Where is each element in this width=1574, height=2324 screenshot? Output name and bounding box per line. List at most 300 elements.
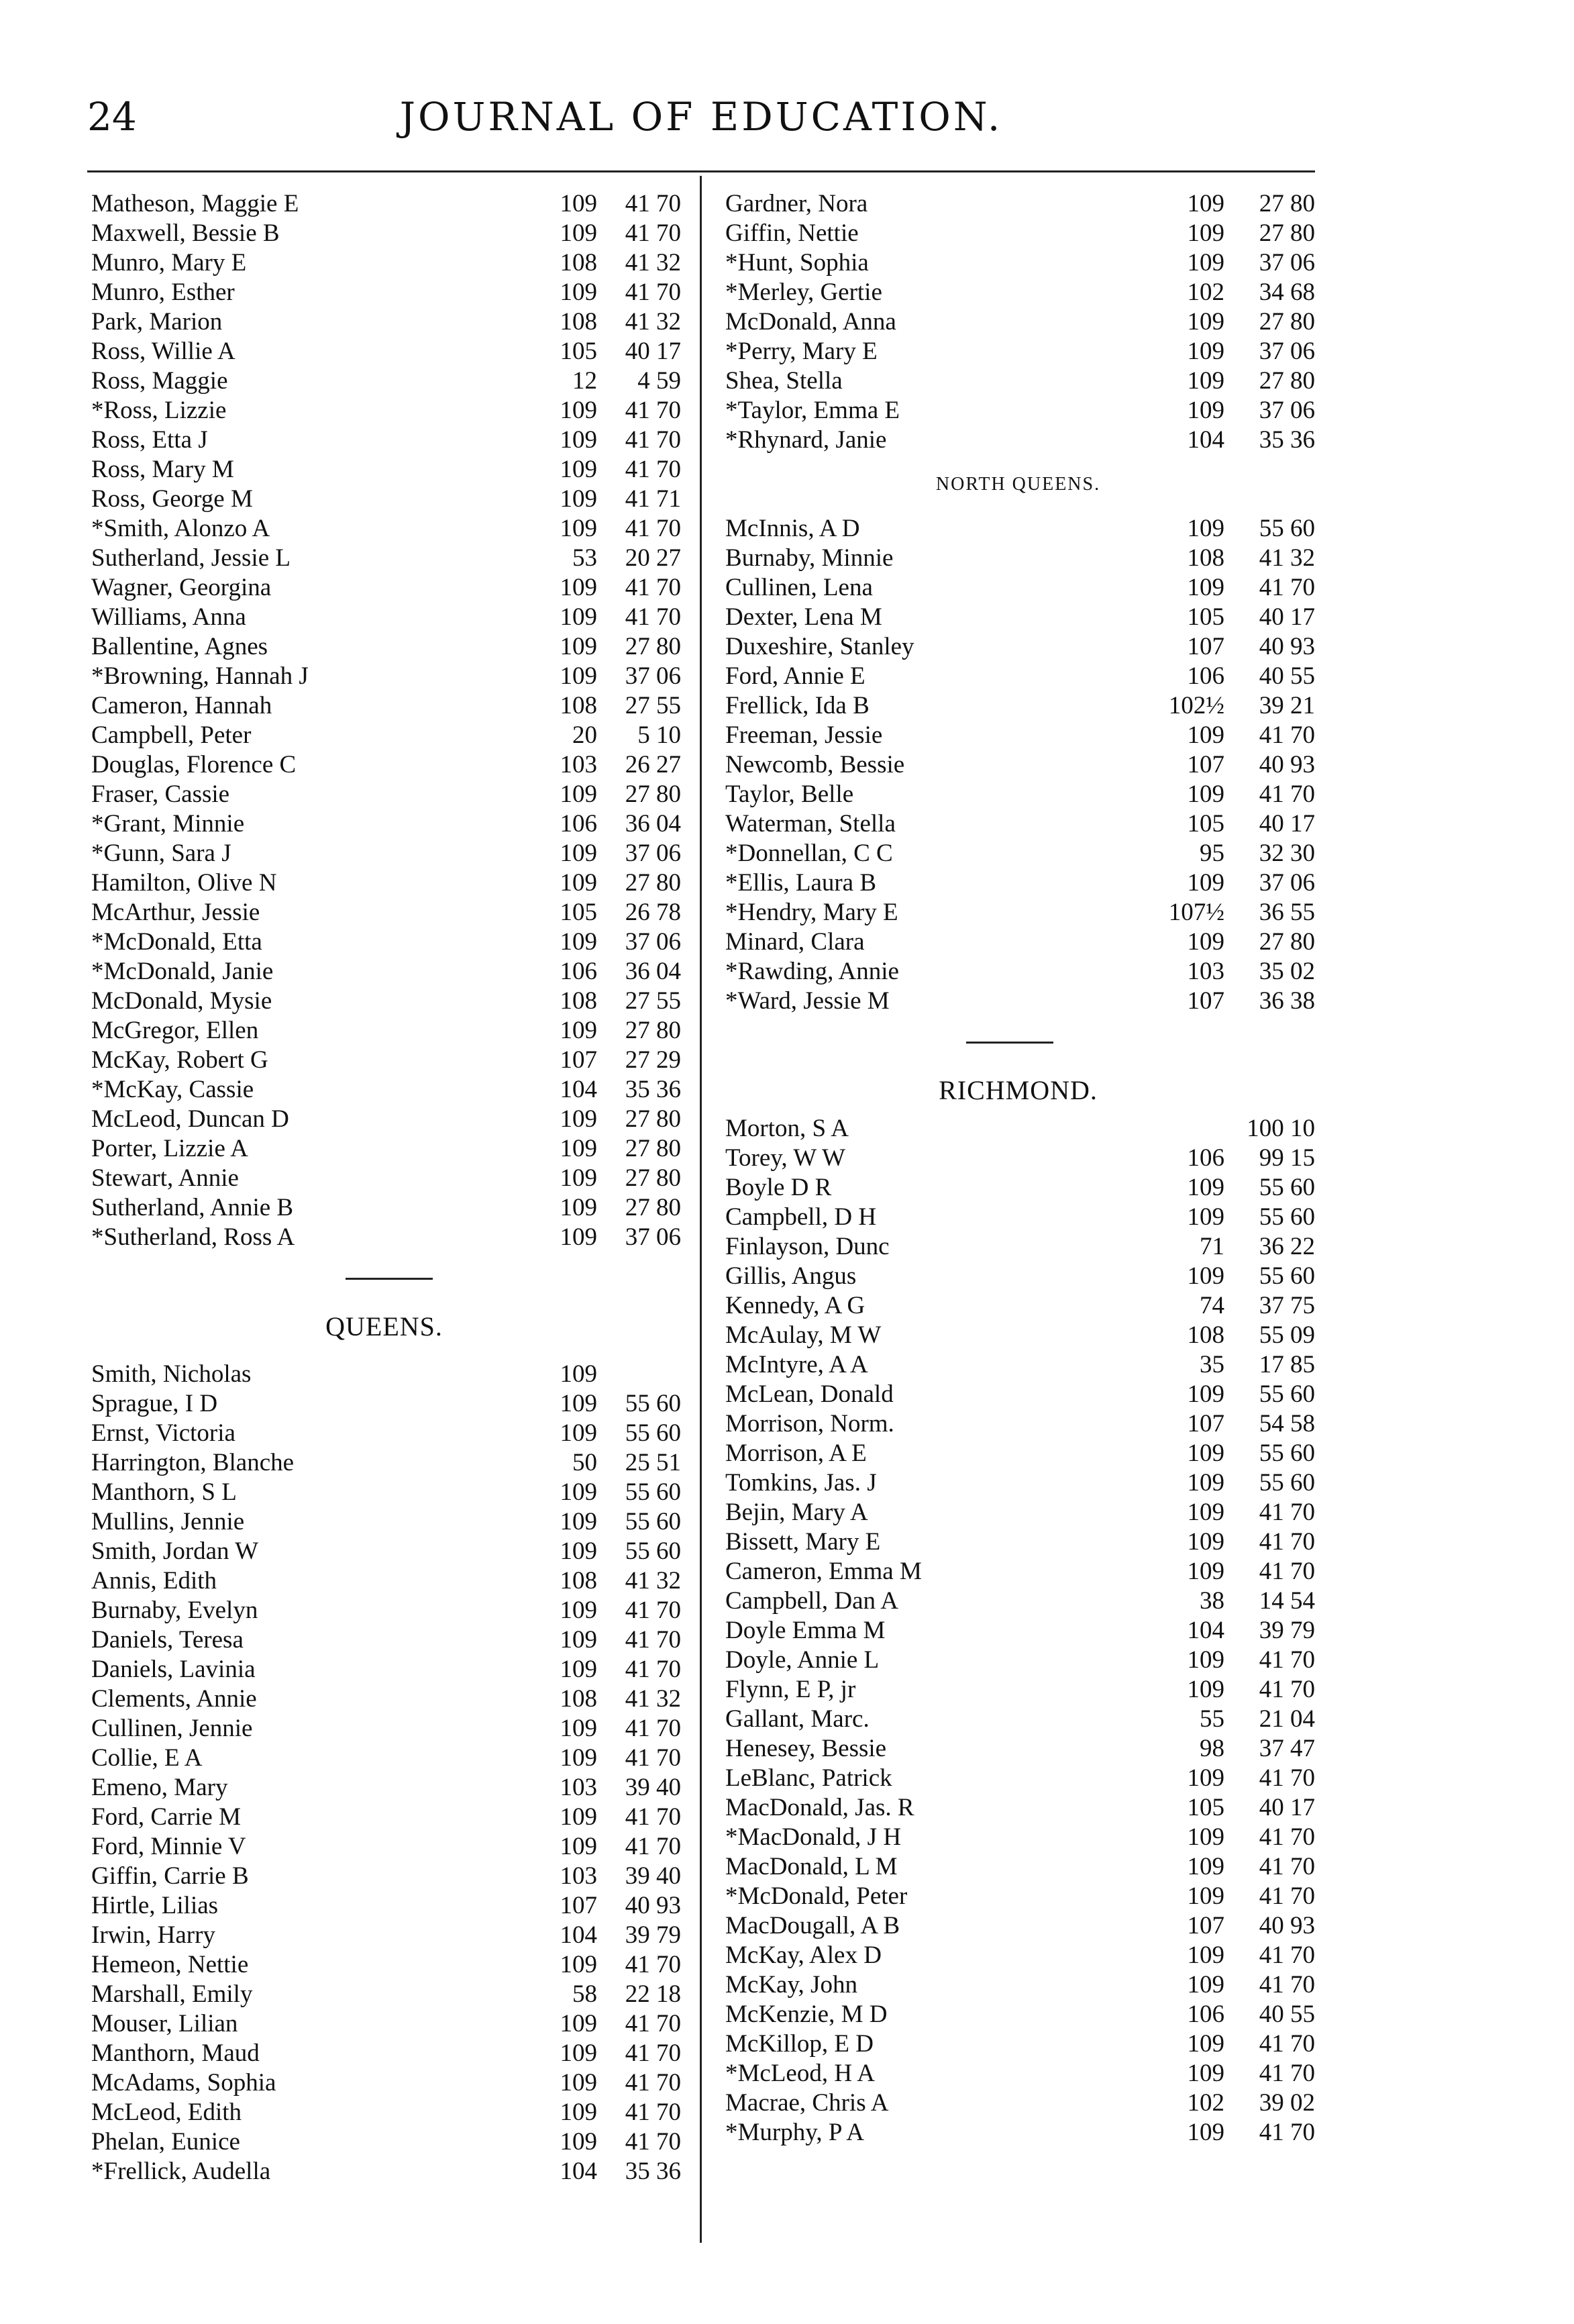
table-row (721, 189, 1315, 219)
grant-amount: 41 70 (625, 2099, 681, 2126)
grant-amount: 41 71 (625, 485, 681, 513)
table-row (721, 1764, 1315, 1793)
grant-amount: 41 70 (625, 397, 681, 424)
days-taught: 109 (560, 279, 597, 306)
table-row (721, 1173, 1315, 1203)
grant-amount: 27 80 (625, 1164, 681, 1192)
table-row (87, 425, 681, 455)
days-taught: 109 (560, 574, 597, 601)
days-taught: 109 (560, 1744, 597, 1772)
teacher-name: Burnaby, Minnie (725, 544, 894, 572)
days-taught: 103 (560, 751, 597, 778)
table-row (721, 366, 1315, 396)
grant-amount: 40 93 (1259, 1912, 1315, 1939)
grant-amount: 41 70 (1259, 1941, 1315, 1969)
grant-amount: 55 60 (625, 1478, 681, 1506)
teacher-name: Smith, Jordan W (91, 1537, 259, 1565)
days-taught: 106 (1187, 2001, 1224, 2028)
teacher-name: Giffin, Carrie B (91, 1862, 249, 1890)
table-row (721, 603, 1315, 632)
grant-amount: 41 70 (625, 574, 681, 601)
teacher-name: *McLeod, H A (725, 2060, 875, 2087)
table-row (87, 1016, 681, 1046)
table-row (721, 1498, 1315, 1527)
table-row (87, 750, 681, 780)
grant-amount: 21 04 (1259, 1705, 1315, 1733)
grant-amount: 41 70 (625, 2039, 681, 2067)
table-row (87, 573, 681, 603)
table-row (87, 1891, 681, 1921)
table-row (721, 1970, 1315, 2000)
table-row (87, 485, 681, 514)
days-taught: 71 (1200, 1233, 1224, 1260)
teacher-name: *Frellick, Audella (91, 2158, 271, 2185)
teacher-name: *Merley, Gertie (725, 279, 882, 306)
table-row (721, 1232, 1315, 1262)
teacher-name: McGregor, Ellen (91, 1017, 259, 1044)
grant-amount: 37 06 (1259, 249, 1315, 276)
days-taught: 109 (560, 840, 597, 867)
teacher-name: Williams, Anna (91, 603, 246, 631)
days-taught: 109 (560, 780, 597, 808)
teacher-name: Mouser, Lilian (91, 2010, 238, 2037)
days-taught: 109 (560, 928, 597, 956)
section-divider (87, 1252, 681, 1303)
table-row (721, 1675, 1315, 1705)
teacher-name: Ballentine, Agnes (91, 633, 268, 660)
grant-amount: 26 27 (625, 751, 681, 778)
grant-amount: 41 70 (625, 2128, 681, 2156)
grant-amount: 41 70 (1259, 780, 1315, 808)
days-taught: 109 (1187, 249, 1224, 276)
grant-amount: 27 80 (625, 1017, 681, 1044)
days-taught: 109 (560, 2039, 597, 2067)
days-taught: 109 (560, 1419, 597, 1447)
teacher-name: Porter, Lizzie A (91, 1135, 248, 1162)
table-row (87, 603, 681, 632)
teacher-name: Gardner, Nora (725, 190, 868, 217)
teacher-name: Tomkins, Jas. J (725, 1469, 877, 1497)
grant-amount: 41 70 (1259, 721, 1315, 749)
teacher-name: McArthur, Jessie (91, 899, 260, 926)
teacher-name: Ford, Carrie M (91, 1803, 241, 1831)
teacher-name: *Ward, Jessie M (725, 987, 890, 1015)
table-row (721, 750, 1315, 780)
table-row (87, 455, 681, 485)
grant-amount: 27 80 (625, 780, 681, 808)
table-row (721, 721, 1315, 750)
days-taught: 109 (560, 2069, 597, 2096)
table-row (87, 1921, 681, 1950)
grant-amount: 27 29 (625, 1046, 681, 1074)
teacher-name: *Ross, Lizzie (91, 397, 227, 424)
grant-amount: 27 80 (1259, 219, 1315, 247)
grant-amount: 55 60 (1259, 1174, 1315, 1201)
table-row (87, 1980, 681, 2009)
grant-amount: 37 06 (625, 928, 681, 956)
teacher-name: Sprague, I D (91, 1390, 218, 1417)
teacher-name: McLean, Donald (725, 1380, 894, 1408)
grant-amount: 25 51 (625, 1449, 681, 1476)
teacher-name: *Smith, Alonzo A (91, 515, 270, 542)
teacher-name: McLeod, Duncan D (91, 1105, 289, 1133)
grant-amount: 41 70 (1259, 2030, 1315, 2058)
days-taught: 109 (560, 2128, 597, 2156)
days-taught: 108 (560, 987, 597, 1015)
teacher-name: Waterman, Stella (725, 810, 896, 838)
teacher-name: LeBlanc, Patrick (725, 1764, 892, 1792)
days-taught: 104 (1187, 1617, 1224, 1644)
grant-amount: 99 15 (1259, 1144, 1315, 1172)
teacher-name: McAdams, Sophia (91, 2069, 276, 2096)
days-taught: 109 (1187, 1499, 1224, 1526)
grant-amount: 41 32 (625, 249, 681, 276)
days-taught: 107½ (1168, 899, 1224, 926)
table-row (87, 780, 681, 809)
grant-amount: 39 79 (625, 1921, 681, 1949)
days-taught: 50 (572, 1449, 597, 1476)
grant-amount: 55 60 (1259, 515, 1315, 542)
teacher-name: Campbell, Peter (91, 721, 252, 749)
days-taught: 109 (560, 1194, 597, 1221)
days-taught: 109 (1187, 397, 1224, 424)
table-row (87, 927, 681, 957)
table-row (721, 337, 1315, 366)
teacher-name: Ross, Willie A (91, 338, 235, 365)
teacher-name: Annis, Edith (91, 1567, 217, 1595)
teacher-name: Cameron, Emma M (725, 1558, 922, 1585)
table-row (87, 987, 681, 1016)
grant-amount: 41 70 (625, 603, 681, 631)
teacher-name: *McKay, Cassie (91, 1076, 254, 1103)
days-taught: 109 (560, 1508, 597, 1535)
teacher-name: Ford, Annie E (725, 662, 865, 690)
days-taught: 109 (1187, 1646, 1224, 1674)
table-row (721, 1203, 1315, 1232)
grant-amount: 40 93 (1259, 751, 1315, 778)
grant-amount: 41 70 (1259, 574, 1315, 601)
table-row (721, 1527, 1315, 1557)
days-taught: 109 (1187, 190, 1224, 217)
table-row (721, 1734, 1315, 1764)
days-taught: 109 (1187, 219, 1224, 247)
table-row (721, 1291, 1315, 1321)
teacher-name: Gallant, Marc. (725, 1705, 870, 1733)
grant-amount: 55 60 (1259, 1469, 1315, 1497)
table-row (87, 1105, 681, 1134)
table-row (721, 2029, 1315, 2059)
teacher-name: Sutherland, Annie B (91, 1194, 294, 1221)
table-row (721, 839, 1315, 868)
teacher-name: Daniels, Teresa (91, 1626, 244, 1654)
teacher-name: McKay, John (725, 1971, 857, 1999)
teacher-name: Kennedy, A G (725, 1292, 865, 1319)
days-taught: 109 (1187, 1174, 1224, 1201)
teacher-name: Newcomb, Bessie (725, 751, 905, 778)
teacher-name: *McDonald, Janie (91, 958, 274, 985)
teacher-name: *Perry, Mary E (725, 338, 878, 365)
days-taught: 95 (1200, 840, 1224, 867)
teacher-name: Matheson, Maggie E (91, 190, 299, 217)
table-row (721, 691, 1315, 721)
grant-amount: 41 70 (1259, 1853, 1315, 1880)
days-taught: 109 (560, 869, 597, 897)
days-taught: 74 (1200, 1292, 1224, 1319)
table-row (721, 1823, 1315, 1852)
table-row (721, 2118, 1315, 2148)
table-row (721, 514, 1315, 544)
grant-amount: 36 04 (625, 958, 681, 985)
grant-amount: 41 70 (625, 1656, 681, 1683)
days-taught: 109 (560, 1597, 597, 1624)
teacher-name: MacDougall, A B (725, 1912, 900, 1939)
table-row (721, 1321, 1315, 1350)
teacher-name: Minard, Clara (725, 928, 865, 956)
table-row (721, 1705, 1315, 1734)
days-taught: 109 (560, 456, 597, 483)
teacher-name: Henesey, Bessie (725, 1735, 887, 1762)
teacher-name: McInnis, A D (725, 515, 860, 542)
table-row (721, 2088, 1315, 2118)
table-row (87, 1566, 681, 1596)
grant-amount: 37 06 (625, 1223, 681, 1251)
grant-amount: 5 10 (637, 721, 681, 749)
grant-amount: 40 17 (1259, 603, 1315, 631)
days-taught: 109 (560, 515, 597, 542)
table-row (87, 1046, 681, 1075)
table-row (87, 1773, 681, 1803)
grant-amount: 40 55 (1259, 662, 1315, 690)
table-row (87, 1714, 681, 1744)
table-row (87, 337, 681, 366)
teacher-name: McKay, Robert G (91, 1046, 268, 1074)
table-row (87, 1537, 681, 1566)
teacher-name: Shea, Stella (725, 367, 843, 395)
days-taught: 108 (560, 249, 597, 276)
table-row (87, 662, 681, 691)
table-row (721, 1409, 1315, 1439)
teacher-name: Munro, Esther (91, 279, 235, 306)
teacher-name: *Sutherland, Ross A (91, 1223, 295, 1251)
table-row (721, 425, 1315, 455)
table-row (87, 1684, 681, 1714)
teacher-name: Emeno, Mary (91, 1774, 228, 1801)
grant-amount: 36 22 (1259, 1233, 1315, 1260)
teacher-name: Fraser, Cassie (91, 780, 230, 808)
table-row (87, 1478, 681, 1507)
grant-amount: 39 21 (1259, 692, 1315, 719)
teacher-name: Manthorn, S L (91, 1478, 237, 1506)
days-taught: 105 (1187, 1794, 1224, 1821)
days-taught: 104 (560, 2158, 597, 2185)
days-taught: 107 (1187, 1410, 1224, 1437)
teacher-name: Finlayson, Dunc (725, 1233, 890, 1260)
grant-amount: 41 70 (625, 1744, 681, 1772)
table-row (721, 396, 1315, 425)
grant-amount: 55 60 (625, 1419, 681, 1447)
grant-amount: 41 70 (625, 456, 681, 483)
days-taught: 104 (560, 1921, 597, 1949)
grant-amount: 34 68 (1259, 279, 1315, 306)
teacher-name: Ross, Maggie (91, 367, 228, 395)
days-taught: 109 (560, 1135, 597, 1162)
table-row (87, 396, 681, 425)
table-row (721, 1350, 1315, 1380)
table-row (87, 2127, 681, 2157)
days-taught: 109 (1187, 1853, 1224, 1880)
grant-amount: 37 06 (625, 840, 681, 867)
table-row (721, 248, 1315, 278)
days-taught: 109 (560, 1715, 597, 1742)
days-taught: 109 (1187, 721, 1224, 749)
teacher-name: Morrison, Norm. (725, 1410, 894, 1437)
table-row (721, 898, 1315, 927)
grant-amount: 40 17 (625, 338, 681, 365)
grant-amount: 54 58 (1259, 1410, 1315, 1437)
table-row (87, 219, 681, 248)
table-row (721, 2059, 1315, 2088)
table-row (87, 1803, 681, 1832)
grant-amount: 37 06 (1259, 869, 1315, 897)
days-taught: 104 (1187, 426, 1224, 454)
days-taught: 109 (1187, 1558, 1224, 1585)
table-row (721, 278, 1315, 307)
grant-amount: 41 70 (625, 279, 681, 306)
days-taught: 105 (1187, 603, 1224, 631)
grant-amount: 27 80 (625, 633, 681, 660)
page-number: 24 (87, 94, 137, 140)
grant-amount: 39 79 (1259, 1617, 1315, 1644)
days-taught: 102 (1187, 2089, 1224, 2117)
teacher-name: *Gunn, Sara J (91, 840, 231, 867)
days-taught: 109 (560, 1223, 597, 1251)
days-taught: 108 (560, 308, 597, 336)
grant-amount: 41 32 (625, 1567, 681, 1595)
teacher-name: McIntyre, A A (725, 1351, 868, 1378)
grant-amount: 32 30 (1259, 840, 1315, 867)
grant-amount: 41 70 (1259, 1764, 1315, 1792)
grant-amount: 37 06 (1259, 338, 1315, 365)
days-taught: 109 (560, 1833, 597, 1860)
table-row (721, 1380, 1315, 1409)
section-heading-richmond: RICHMOND. (939, 1075, 1098, 1105)
grant-amount: 55 09 (1259, 1321, 1315, 1349)
days-taught: 106 (560, 810, 597, 838)
days-taught: 12 (572, 367, 597, 395)
days-taught: 105 (560, 899, 597, 926)
teacher-name: Burnaby, Evelyn (91, 1597, 258, 1624)
table-row (87, 1193, 681, 1223)
days-taught: 109 (1187, 1941, 1224, 1969)
teacher-name: McKay, Alex D (725, 1941, 882, 1969)
grant-amount: 41 70 (625, 426, 681, 454)
grant-amount: 14 54 (1259, 1587, 1315, 1615)
teacher-name: Harrington, Blanche (91, 1449, 295, 1476)
table-row (87, 2068, 681, 2098)
grant-amount: 27 55 (625, 987, 681, 1015)
table-row (721, 1262, 1315, 1291)
teacher-name: Ernst, Victoria (91, 1419, 235, 1447)
teacher-name: Manthorn, Maud (91, 2039, 260, 2067)
teacher-name: Phelan, Eunice (91, 2128, 240, 2156)
table-row (721, 662, 1315, 691)
table-row (87, 2009, 681, 2039)
table-row (721, 307, 1315, 337)
table-row (87, 307, 681, 337)
days-taught: 109 (1187, 1528, 1224, 1556)
grant-amount: 41 70 (625, 515, 681, 542)
grant-amount: 27 80 (625, 1135, 681, 1162)
table-row (87, 1389, 681, 1419)
days-taught: 109 (560, 1105, 597, 1133)
days-taught: 109 (560, 1656, 597, 1683)
grant-amount: 35 36 (625, 1076, 681, 1103)
table-row (87, 957, 681, 987)
days-taught: 108 (560, 1685, 597, 1713)
table-row (721, 219, 1315, 248)
days-taught: 106 (1187, 662, 1224, 690)
days-taught: 58 (572, 1980, 597, 2008)
teacher-name: Torey, W W (725, 1144, 845, 1172)
days-taught: 53 (572, 544, 597, 572)
table-row (721, 1616, 1315, 1646)
days-taught: 109 (560, 2099, 597, 2126)
north-queens-list (721, 514, 1315, 1016)
table-row (721, 1852, 1315, 1882)
grant-amount: 41 70 (1259, 2060, 1315, 2087)
right-column (721, 189, 1315, 2148)
teacher-name: Daniels, Lavinia (91, 1656, 256, 1683)
grant-amount: 22 18 (625, 1980, 681, 2008)
grant-amount: 55 60 (625, 1508, 681, 1535)
days-taught: 108 (1187, 544, 1224, 572)
days-taught: 109 (1187, 1882, 1224, 1910)
grant-amount: 41 70 (625, 1803, 681, 1831)
grant-amount: 55 60 (1259, 1439, 1315, 1467)
teacher-name: Freeman, Jessie (725, 721, 883, 749)
days-taught: 105 (1187, 810, 1224, 838)
grant-amount: 27 80 (1259, 928, 1315, 956)
teacher-name: Hirtle, Lilias (91, 1892, 219, 1919)
teacher-name: Wagner, Georgina (91, 574, 272, 601)
grant-amount: 35 02 (1259, 958, 1315, 985)
table-row (87, 1419, 681, 1448)
grant-amount: 4 59 (637, 367, 681, 395)
teacher-name: *MacDonald, J H (725, 1823, 902, 1851)
journal-title: JOURNAL OF EDUCATION. (399, 94, 1003, 140)
grant-amount: 41 70 (1259, 1882, 1315, 1910)
table-row (721, 1646, 1315, 1675)
grant-amount: 17 85 (1259, 1351, 1315, 1378)
grant-amount: 41 70 (625, 190, 681, 217)
table-row (87, 868, 681, 898)
days-taught: 109 (560, 1164, 597, 1192)
teacher-name: Morton, S A (725, 1115, 849, 1142)
teacher-name: Giffin, Nettie (725, 219, 859, 247)
days-taught: 109 (1187, 1764, 1224, 1792)
days-taught: 109 (560, 219, 597, 247)
days-taught: 109 (560, 1017, 597, 1044)
table-row (87, 721, 681, 750)
teacher-name: Park, Marion (91, 308, 223, 336)
grant-amount: 41 70 (1259, 1646, 1315, 1674)
grant-amount: 36 55 (1259, 899, 1315, 926)
days-taught: 109 (1187, 308, 1224, 336)
days-taught: 109 (1187, 2119, 1224, 2146)
days-taught: 107 (1187, 1912, 1224, 1939)
days-taught: 107 (1187, 987, 1224, 1015)
teacher-name: *Ellis, Laura B (725, 869, 877, 897)
